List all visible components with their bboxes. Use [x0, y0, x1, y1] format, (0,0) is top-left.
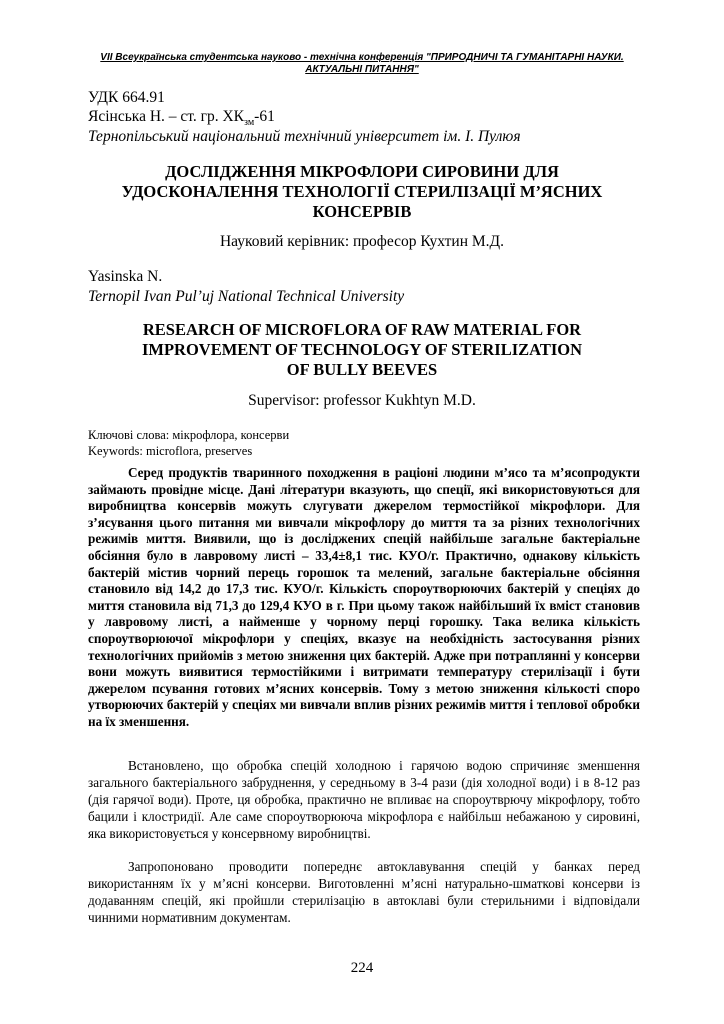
- keywords-ua: Ключові слова: мікрофлора, консерви: [88, 428, 290, 442]
- paragraph-2-text: Встановлено, що обробка спецій холодною і гарячою водою спричиняє зменшення загального бактеріального забруднення, у середньому в 3-4 рази (дія холодної води) і в 8-12 раз (дія гарячої води). Проте, ця обробка, практично не впливає на спороутврючу мікрофлору, тобто бацили і клостридії. Але саме спороутворююча мікрофлора є найбільш небажаною у сировині, яка використовується у консервному виробництві.: [88, 758, 640, 841]
- conference-header-line-1: VII Всеукраїнська студентська науково - технічна конференція "ПРИРОДНИЧІ ТА ГУМАНІТАРНІ НАУКИ.: [100, 52, 624, 63]
- paragraph-2: [88, 757, 640, 842]
- supervisor-ua: Науковий керівник: професор Кухтин М.Д.: [219, 233, 504, 250]
- title-en-line-2: IMPROVEMENT OF TECHNOLOGY OF STERILIZATION: [141, 340, 583, 359]
- title-ua-line-2: УДОСКОНАЛЕННЯ ТЕХНОЛОГІЇ СТЕРИЛІЗАЦІЇ М’ЯСНИХ: [121, 182, 603, 201]
- affiliation-en: Ternopil Ivan Pul’uj National Technical University: [88, 288, 405, 305]
- supervisor-en: Supervisor: professor Kukhtyn M.D.: [248, 392, 476, 409]
- title-en-line-1: RESEARCH OF MICROFLORA OF RAW MATERIAL FOR: [142, 320, 582, 339]
- page-number: 224: [350, 960, 374, 976]
- author-en: Yasinska N.: [88, 268, 163, 285]
- conference-header: [80, 52, 644, 76]
- paragraph-1-text: Серед продуктів тваринного походження в раціоні людини м’ясо та м’ясопродукти займають провідне місце. Дані літератури вказують, що спеції, які використовуються для виробництва консервів можуть слугувати джерелом термостійкої мікрофлори. Для з’ясування цього питання ми вивчали мікрофлору до миття та за різних технологічних режимів миття. Виявили, що із досліджених спецій найбільше загальне бактеріальне обсіяння було в лавровому листі – 33,4±8,1 тис. КУО/г. Практично, однакову кількість бактерій містив чорний перець горошок та мелений, загальне бактеріальне обсіяння становило від 14,2 до 17,3 тис. КУО/г. Кількість спороутворюючих бактерій у спеціях до миття становила від 71,3 до 129,4 КУО в г. При цьому також найбільший їх вміст становив у лавровому листі, а найменше у чорному перці горошку. Така велика кількість спороутворюючої мікрофлори у спеціях, вказує на необхідність застосування різних технологічних прийомів з метою зниження цих бактерій. Адже при потраплянні у консерви вони можуть виявитися термостійкими і витримати температуру стерилізації і бути джерелом псування готових м’ясних консервів. Тому з метою зниження кількості споро утворюючих бактерій у спеціях ми вивчали вплив різних режимів миття і теплової обробки на їх зменшення.: [88, 465, 640, 729]
- affiliation-ua: Тернопільський національний технічний університет ім. І. Пулюя: [88, 128, 521, 145]
- keywords-en: Keywords: microflora, preserves: [88, 444, 253, 458]
- title-ua: [100, 162, 624, 222]
- author-ua-group-subscript: зм: [244, 117, 255, 129]
- title-en: [100, 320, 624, 380]
- paragraph-1: [88, 465, 640, 731]
- author-ua-group-suffix: -61: [254, 108, 275, 125]
- title-en-line-3: OF BULLY BEEVES: [286, 360, 438, 379]
- conference-header-line-2: АКТУАЛЬНІ ПИТАННЯ": [305, 64, 419, 75]
- udk-code: УДК 664.91: [88, 89, 165, 106]
- author-ua-name: Ясінська Н. – ст. гр. ХК: [88, 108, 245, 125]
- paragraph-3: [88, 858, 640, 926]
- title-ua-line-3: КОНСЕРВІВ: [312, 202, 412, 221]
- title-ua-line-1: ДОСЛІДЖЕННЯ МІКРОФЛОРИ СИРОВИНИ ДЛЯ: [165, 162, 559, 181]
- paragraph-3-text: Запропоновано проводити попереднє автоклавування спецій у банках перед використанням їх у м’ясні консерви. Виготовленні м’ясні натурально-шматкові консерви із додаванням спецій, які пройшли стерилізацію в автоклаві були стерильними і відповідали чинними нормативним документам.: [88, 859, 640, 925]
